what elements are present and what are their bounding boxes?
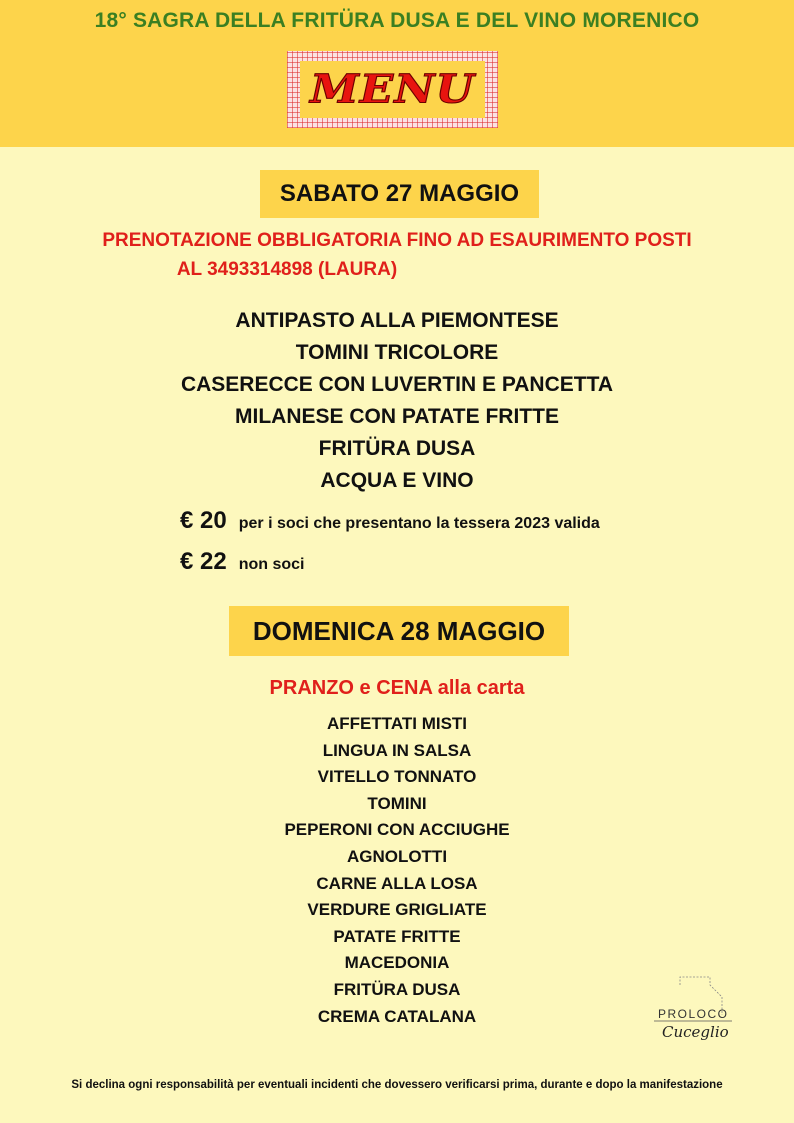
list-item: PATATE FRITTE — [333, 926, 461, 946]
list-item: MACEDONIA — [344, 953, 450, 973]
price-members — [180, 507, 600, 535]
price-amount: € 20 — [180, 507, 227, 534]
list-item: VERDURE GRIGLIATE — [307, 900, 487, 920]
saturday-day-banner: SABATO 27 MAGGIO — [260, 170, 539, 218]
list-item: FRITÜRA DUSA — [333, 979, 461, 999]
disclaimer: Si declina ogni responsabilità per eventuali incidenti che dovessero verificarsi prima, durante e dopo la manifestazione — [71, 1079, 723, 1091]
list-item: CARNE ALLA LOSA — [316, 873, 478, 893]
price-amount: € 22 — [180, 548, 227, 575]
list-item: ACQUA E VINO — [320, 469, 474, 492]
list-item: TOMINI TRICOLORE — [295, 341, 499, 364]
menu-badge-inner — [300, 61, 485, 118]
reservation-notice: PRENOTAZIONE OBBLIGATORIA FINO AD ESAURIMENTO POSTI — [102, 230, 692, 251]
list-item: FRITÜRA DUSA — [318, 437, 476, 460]
list-item: CREMA CATALANA — [317, 1006, 477, 1026]
price-note: non soci — [238, 556, 305, 573]
list-item: MILANESE CON PATATE FRITTE — [235, 405, 559, 428]
logo-script: Cuceglio — [662, 1023, 729, 1041]
event-title: 18° SAGRA DELLA FRITÜRA DUSA E DEL VINO MORENICO — [94, 9, 700, 32]
price-note: per i soci che presentano la tessera 2023 valida — [238, 515, 600, 532]
sunday-subtitle: PRANZO e CENA alla carta — [269, 677, 525, 699]
list-item: AGNOLOTTI — [346, 846, 448, 866]
list-item: AFFETTATI MISTI — [326, 714, 468, 733]
proloco-logo — [650, 975, 740, 1050]
list-item: LINGUA IN SALSA — [322, 740, 472, 760]
price-non-members — [180, 548, 305, 576]
saturday-menu-list — [0, 305, 794, 497]
menu-label: MENU — [310, 66, 475, 113]
logo-title: PROLOCO — [658, 1007, 729, 1021]
list-item: PEPERONI CON ACCIUGHE — [284, 820, 510, 840]
menu-badge — [287, 51, 498, 128]
list-item: ANTIPASTO ALLA PIEMONTESE — [235, 309, 559, 332]
list-item: TOMINI — [367, 793, 427, 813]
sunday-day-banner: DOMENICA 28 MAGGIO — [229, 606, 569, 656]
list-item: CASERECCE CON LUVERTIN E PANCETTA — [180, 373, 614, 396]
reservation-phone: AL 3493314898 (LAURA) — [176, 259, 398, 280]
list-item: VITELLO TONNATO — [317, 767, 477, 787]
